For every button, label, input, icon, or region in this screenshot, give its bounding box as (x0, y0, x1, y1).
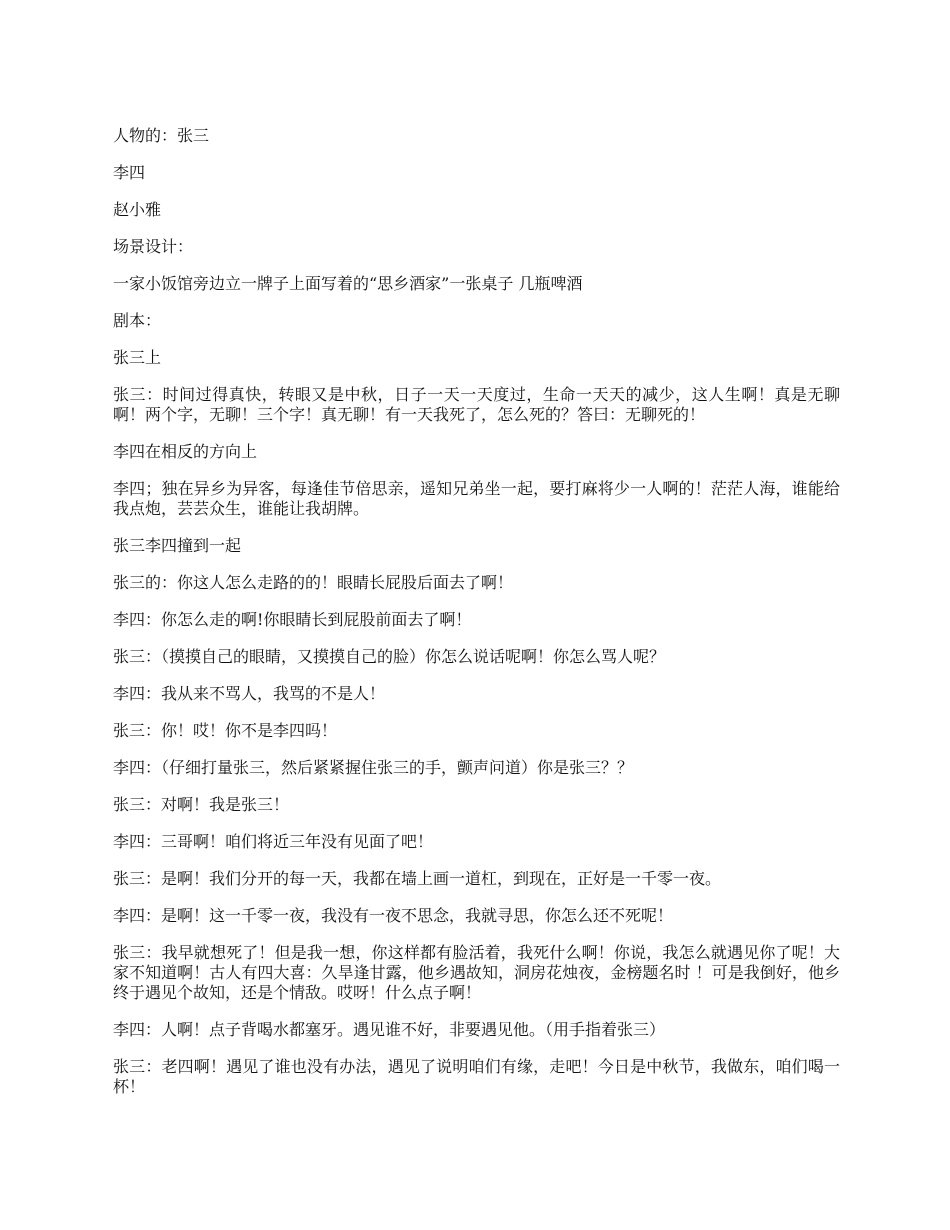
dialogue-line: 李四：人啊！点子背喝水都塞牙。遇见谁不好，非要遇见他。（用手指着张三） (113, 1020, 666, 1039)
script-heading: 剧本： (113, 311, 162, 330)
stage-direction: 李四在相反的方向上 (113, 442, 258, 461)
dialogue-line: 李四：（仔细打量张三，然后紧紧握住张三的手，颤声问道）你是张三？？ (113, 758, 634, 777)
character-list-heading: 人物的：张三 (113, 126, 210, 145)
dialogue-line: 李四：我从来不骂人，我骂的不是人！ (113, 684, 386, 703)
dialogue-line: 张三的：你这人怎么走路的的！眼睛长屁股后面去了啊！ (113, 573, 514, 592)
dialogue-line: 李四：是啊！这一千零一夜，我没有一夜不思念，我就寻思，你怎么还不死呢！ (113, 906, 674, 925)
stage-direction: 张三李四撞到一起 (113, 536, 242, 555)
dialogue-line: 李四：三哥啊！咱们将近三年没有见面了吧！ (113, 832, 434, 851)
dialogue-line: 张三：老四啊！遇见了谁也没有办法，遇见了说明咱们有缘，走吧！今日是中秋节，我做东，咱们喝一杯！ (113, 1057, 840, 1096)
scene-heading: 场景设计： (113, 237, 194, 256)
dialogue-line: 张三：时间过得真快，转眼又是中秋，日子一天一天度过，生命一天天的减少，这人生啊！真是无聊啊！两个字，无聊！三个字！真无聊！有一天我死了，怎么死的？答曰：无聊死的！ (113, 385, 840, 424)
scene-description: 一家小饭馆旁边立一牌子上面写着的“思乡酒家”一张桌子 几瓶啤酒 (113, 274, 583, 293)
stage-direction: 张三上 (113, 348, 162, 367)
dialogue-line: 张三：你！哎！你不是李四吗！ (113, 721, 338, 740)
dialogue-line: 张三：是啊！我们分开的每一天，我都在墙上画一道杠，到现在，正好是一千零一夜。 (113, 869, 722, 888)
dialogue-line: 张三：（摸摸自己的眼睛，又摸摸自己的脸）你怎么说话呢啊！你怎么骂人呢？ (113, 647, 666, 666)
character-name: 李四 (113, 163, 146, 182)
dialogue-line: 张三：对啊！我是张三！ (113, 795, 290, 814)
script-body (113, 126, 840, 1114)
dialogue-line: 李四；独在异乡为异客，每逢佳节倍思亲，遥知兄弟坐一起，要打麻将少一人啊的！茫茫人海，谁能给我点炮，芸芸众生，谁能让我胡牌。 (113, 479, 840, 518)
dialogue-line: 李四：你怎么走的啊!你眼睛长到屁股前面去了啊！ (113, 610, 472, 629)
dialogue-line: 张三：我早就想死了！但是我一想，你这样都有脸活着，我死什么啊！你说，我怎么就遇见你了呢！大家不知道啊！古人有四大喜：久旱逢甘露，他乡遇故知，洞房花烛夜，金榜题名时 ！可是我倒好，他乡终于遇见个故知，还是个情敌。哎呀！什么点子啊！ (113, 943, 840, 1002)
character-name: 赵小雅 (113, 200, 162, 219)
